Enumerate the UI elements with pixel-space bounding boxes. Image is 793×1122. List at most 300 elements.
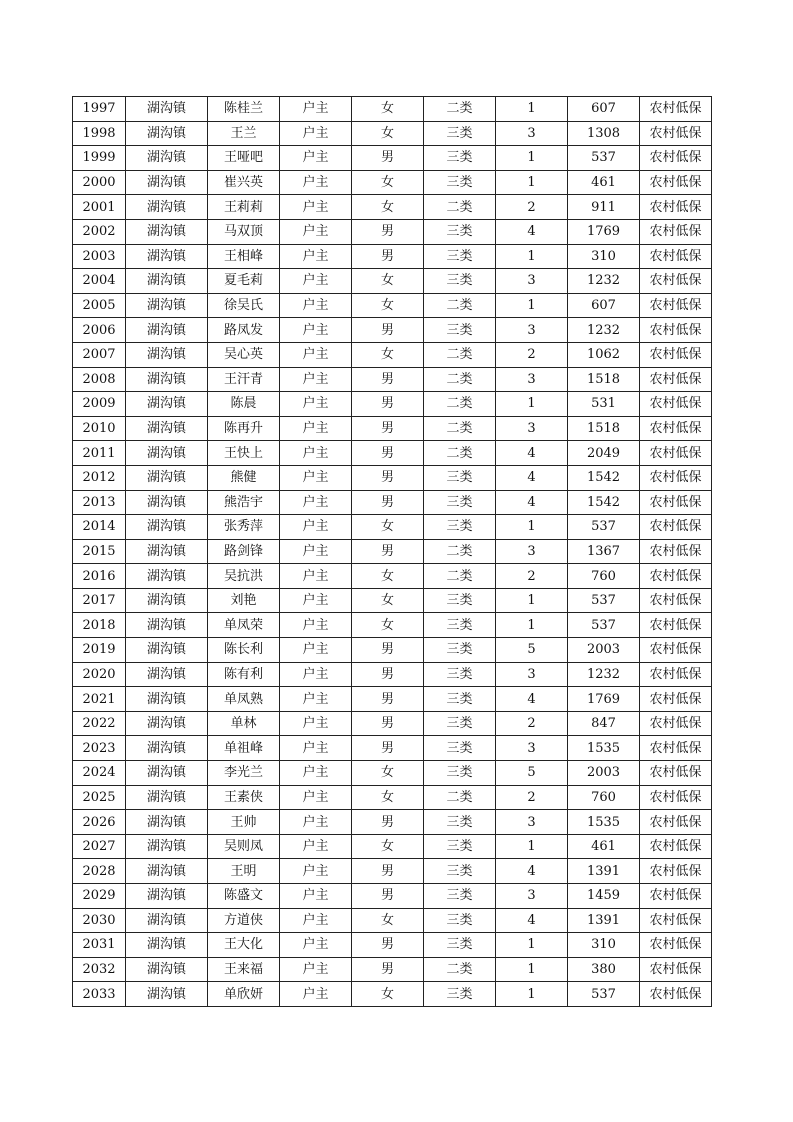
cell-name: 吴抗洪 (208, 564, 280, 589)
cell-household-size: 3 (496, 367, 568, 392)
cell-household-size: 4 (496, 908, 568, 933)
cell-name: 吴则凤 (208, 834, 280, 859)
cell-assistance-type: 农村低保 (640, 687, 712, 712)
cell-relation: 户主 (280, 662, 352, 687)
cell-assistance-type: 农村低保 (640, 318, 712, 343)
cell-category: 三类 (424, 465, 496, 490)
cell-category: 二类 (424, 195, 496, 220)
cell-amount: 2049 (568, 441, 640, 466)
cell-category: 三类 (424, 588, 496, 613)
cell-gender: 男 (352, 416, 424, 441)
table-row (73, 638, 712, 663)
table-row (73, 367, 712, 392)
cell-name: 王明 (208, 859, 280, 884)
cell-row-number: 2027 (73, 834, 126, 859)
cell-assistance-type: 农村低保 (640, 785, 712, 810)
cell-relation: 户主 (280, 441, 352, 466)
cell-row-number: 2000 (73, 170, 126, 195)
cell-category: 二类 (424, 392, 496, 417)
cell-household-size: 3 (496, 269, 568, 294)
cell-town: 湖沟镇 (126, 613, 208, 638)
table-row (73, 613, 712, 638)
cell-town: 湖沟镇 (126, 416, 208, 441)
cell-assistance-type: 农村低保 (640, 490, 712, 515)
cell-gender: 男 (352, 884, 424, 909)
cell-category: 三类 (424, 613, 496, 638)
cell-assistance-type: 农村低保 (640, 588, 712, 613)
cell-category: 二类 (424, 957, 496, 982)
cell-gender: 男 (352, 711, 424, 736)
table-row (73, 564, 712, 589)
cell-amount: 310 (568, 933, 640, 958)
cell-gender: 女 (352, 97, 424, 122)
cell-household-size: 3 (496, 810, 568, 835)
table-row (73, 539, 712, 564)
cell-gender: 男 (352, 392, 424, 417)
cell-household-size: 2 (496, 195, 568, 220)
cell-row-number: 2021 (73, 687, 126, 712)
cell-gender: 男 (352, 859, 424, 884)
cell-name: 单凤熟 (208, 687, 280, 712)
cell-name: 单祖峰 (208, 736, 280, 761)
cell-household-size: 3 (496, 884, 568, 909)
cell-name: 陈有利 (208, 662, 280, 687)
cell-gender: 女 (352, 342, 424, 367)
cell-assistance-type: 农村低保 (640, 170, 712, 195)
table-row (73, 933, 712, 958)
cell-town: 湖沟镇 (126, 121, 208, 146)
table-row (73, 121, 712, 146)
cell-category: 二类 (424, 785, 496, 810)
cell-category: 三类 (424, 711, 496, 736)
cell-row-number: 2017 (73, 588, 126, 613)
cell-name: 马双顶 (208, 219, 280, 244)
cell-assistance-type: 农村低保 (640, 662, 712, 687)
cell-town: 湖沟镇 (126, 490, 208, 515)
cell-relation: 户主 (280, 293, 352, 318)
cell-relation: 户主 (280, 269, 352, 294)
table-row (73, 318, 712, 343)
table-row (73, 785, 712, 810)
cell-amount: 537 (568, 982, 640, 1007)
cell-relation: 户主 (280, 834, 352, 859)
cell-name: 王素侠 (208, 785, 280, 810)
cell-row-number: 2014 (73, 515, 126, 540)
cell-amount: 461 (568, 834, 640, 859)
cell-row-number: 2020 (73, 662, 126, 687)
table-body (73, 97, 712, 1007)
table-row (73, 342, 712, 367)
table-row (73, 490, 712, 515)
cell-assistance-type: 农村低保 (640, 834, 712, 859)
table-row (73, 884, 712, 909)
cell-amount: 537 (568, 515, 640, 540)
cell-town: 湖沟镇 (126, 908, 208, 933)
cell-assistance-type: 农村低保 (640, 515, 712, 540)
cell-amount: 1062 (568, 342, 640, 367)
cell-category: 三类 (424, 810, 496, 835)
cell-household-size: 2 (496, 711, 568, 736)
cell-household-size: 5 (496, 761, 568, 786)
cell-gender: 男 (352, 736, 424, 761)
cell-name: 单凤荣 (208, 613, 280, 638)
cell-row-number: 1997 (73, 97, 126, 122)
cell-town: 湖沟镇 (126, 367, 208, 392)
cell-row-number: 1999 (73, 146, 126, 171)
cell-name: 李光兰 (208, 761, 280, 786)
cell-household-size: 1 (496, 170, 568, 195)
cell-relation: 户主 (280, 785, 352, 810)
cell-household-size: 4 (496, 465, 568, 490)
cell-relation: 户主 (280, 957, 352, 982)
cell-amount: 760 (568, 785, 640, 810)
cell-gender: 男 (352, 933, 424, 958)
cell-relation: 户主 (280, 908, 352, 933)
cell-household-size: 5 (496, 638, 568, 663)
cell-row-number: 2030 (73, 908, 126, 933)
table-row (73, 810, 712, 835)
cell-category: 三类 (424, 834, 496, 859)
cell-assistance-type: 农村低保 (640, 342, 712, 367)
cell-row-number: 2013 (73, 490, 126, 515)
cell-row-number: 2003 (73, 244, 126, 269)
cell-category: 二类 (424, 441, 496, 466)
cell-row-number: 2012 (73, 465, 126, 490)
cell-assistance-type: 农村低保 (640, 711, 712, 736)
cell-name: 路剑锋 (208, 539, 280, 564)
cell-amount: 1518 (568, 367, 640, 392)
cell-gender: 男 (352, 219, 424, 244)
cell-category: 三类 (424, 269, 496, 294)
cell-category: 二类 (424, 293, 496, 318)
cell-name: 王大化 (208, 933, 280, 958)
cell-row-number: 2019 (73, 638, 126, 663)
cell-household-size: 4 (496, 687, 568, 712)
cell-town: 湖沟镇 (126, 810, 208, 835)
cell-name: 王哑吧 (208, 146, 280, 171)
cell-relation: 户主 (280, 687, 352, 712)
cell-household-size: 1 (496, 982, 568, 1007)
cell-relation: 户主 (280, 318, 352, 343)
cell-assistance-type: 农村低保 (640, 269, 712, 294)
cell-household-size: 1 (496, 957, 568, 982)
cell-household-size: 4 (496, 490, 568, 515)
table-row (73, 195, 712, 220)
table-row (73, 146, 712, 171)
cell-assistance-type: 农村低保 (640, 219, 712, 244)
cell-town: 湖沟镇 (126, 318, 208, 343)
cell-household-size: 1 (496, 244, 568, 269)
cell-gender: 男 (352, 957, 424, 982)
cell-gender: 女 (352, 269, 424, 294)
cell-assistance-type: 农村低保 (640, 761, 712, 786)
cell-town: 湖沟镇 (126, 515, 208, 540)
cell-household-size: 3 (496, 416, 568, 441)
table-row (73, 441, 712, 466)
cell-assistance-type: 农村低保 (640, 933, 712, 958)
cell-row-number: 2011 (73, 441, 126, 466)
cell-amount: 1232 (568, 662, 640, 687)
cell-category: 二类 (424, 342, 496, 367)
table-row (73, 761, 712, 786)
cell-town: 湖沟镇 (126, 392, 208, 417)
cell-row-number: 2028 (73, 859, 126, 884)
cell-household-size: 3 (496, 539, 568, 564)
cell-relation: 户主 (280, 416, 352, 441)
cell-relation: 户主 (280, 736, 352, 761)
cell-row-number: 2004 (73, 269, 126, 294)
cell-assistance-type: 农村低保 (640, 884, 712, 909)
cell-row-number: 2031 (73, 933, 126, 958)
cell-household-size: 3 (496, 318, 568, 343)
cell-assistance-type: 农村低保 (640, 293, 712, 318)
cell-town: 湖沟镇 (126, 884, 208, 909)
cell-town: 湖沟镇 (126, 219, 208, 244)
cell-relation: 户主 (280, 97, 352, 122)
table-row (73, 859, 712, 884)
cell-relation: 户主 (280, 146, 352, 171)
cell-household-size: 1 (496, 146, 568, 171)
cell-category: 三类 (424, 761, 496, 786)
cell-category: 三类 (424, 662, 496, 687)
cell-name: 张秀萍 (208, 515, 280, 540)
cell-category: 三类 (424, 908, 496, 933)
cell-town: 湖沟镇 (126, 638, 208, 663)
cell-gender: 女 (352, 121, 424, 146)
cell-category: 三类 (424, 515, 496, 540)
cell-relation: 户主 (280, 711, 352, 736)
cell-category: 三类 (424, 884, 496, 909)
cell-assistance-type: 农村低保 (640, 441, 712, 466)
cell-amount: 911 (568, 195, 640, 220)
cell-gender: 女 (352, 908, 424, 933)
cell-gender: 女 (352, 195, 424, 220)
table-row (73, 982, 712, 1007)
cell-relation: 户主 (280, 564, 352, 589)
cell-gender: 男 (352, 539, 424, 564)
cell-row-number: 2006 (73, 318, 126, 343)
cell-relation: 户主 (280, 638, 352, 663)
table-row (73, 662, 712, 687)
cell-household-size: 3 (496, 121, 568, 146)
cell-amount: 380 (568, 957, 640, 982)
cell-gender: 女 (352, 170, 424, 195)
cell-row-number: 2009 (73, 392, 126, 417)
cell-household-size: 2 (496, 564, 568, 589)
cell-relation: 户主 (280, 761, 352, 786)
cell-name: 熊浩宇 (208, 490, 280, 515)
cell-name: 徐吴氏 (208, 293, 280, 318)
cell-row-number: 2032 (73, 957, 126, 982)
table-row (73, 219, 712, 244)
cell-gender: 男 (352, 662, 424, 687)
table-row (73, 97, 712, 122)
cell-assistance-type: 农村低保 (640, 982, 712, 1007)
cell-town: 湖沟镇 (126, 736, 208, 761)
cell-town: 湖沟镇 (126, 859, 208, 884)
cell-gender: 女 (352, 613, 424, 638)
cell-relation: 户主 (280, 244, 352, 269)
cell-category: 三类 (424, 687, 496, 712)
cell-assistance-type: 农村低保 (640, 465, 712, 490)
cell-relation: 户主 (280, 490, 352, 515)
cell-relation: 户主 (280, 367, 352, 392)
cell-household-size: 3 (496, 736, 568, 761)
cell-gender: 女 (352, 293, 424, 318)
cell-amount: 1542 (568, 490, 640, 515)
cell-town: 湖沟镇 (126, 465, 208, 490)
cell-gender: 男 (352, 490, 424, 515)
cell-town: 湖沟镇 (126, 97, 208, 122)
cell-relation: 户主 (280, 859, 352, 884)
cell-relation: 户主 (280, 219, 352, 244)
cell-row-number: 2016 (73, 564, 126, 589)
table-row (73, 687, 712, 712)
cell-name: 王莉莉 (208, 195, 280, 220)
cell-name: 王帅 (208, 810, 280, 835)
cell-category: 三类 (424, 736, 496, 761)
cell-name: 吴心英 (208, 342, 280, 367)
cell-household-size: 1 (496, 515, 568, 540)
cell-town: 湖沟镇 (126, 170, 208, 195)
cell-town: 湖沟镇 (126, 957, 208, 982)
cell-gender: 女 (352, 785, 424, 810)
table-row (73, 736, 712, 761)
cell-household-size: 1 (496, 933, 568, 958)
cell-relation: 户主 (280, 195, 352, 220)
table-row (73, 269, 712, 294)
cell-town: 湖沟镇 (126, 342, 208, 367)
cell-name: 王汗青 (208, 367, 280, 392)
cell-assistance-type: 农村低保 (640, 416, 712, 441)
cell-amount: 1232 (568, 269, 640, 294)
cell-category: 三类 (424, 933, 496, 958)
cell-gender: 女 (352, 588, 424, 613)
cell-row-number: 2010 (73, 416, 126, 441)
cell-category: 三类 (424, 638, 496, 663)
cell-category: 二类 (424, 539, 496, 564)
table-row (73, 957, 712, 982)
table-row (73, 244, 712, 269)
cell-assistance-type: 农村低保 (640, 859, 712, 884)
cell-amount: 2003 (568, 761, 640, 786)
cell-household-size: 4 (496, 219, 568, 244)
cell-household-size: 1 (496, 293, 568, 318)
cell-name: 陈盛文 (208, 884, 280, 909)
cell-town: 湖沟镇 (126, 293, 208, 318)
cell-assistance-type: 农村低保 (640, 97, 712, 122)
cell-gender: 女 (352, 982, 424, 1007)
cell-town: 湖沟镇 (126, 539, 208, 564)
table-row (73, 515, 712, 540)
cell-gender: 男 (352, 441, 424, 466)
cell-name: 陈桂兰 (208, 97, 280, 122)
cell-row-number: 1998 (73, 121, 126, 146)
cell-amount: 607 (568, 97, 640, 122)
cell-row-number: 2025 (73, 785, 126, 810)
cell-row-number: 2001 (73, 195, 126, 220)
cell-assistance-type: 农村低保 (640, 367, 712, 392)
cell-gender: 男 (352, 318, 424, 343)
cell-category: 二类 (424, 416, 496, 441)
cell-relation: 户主 (280, 392, 352, 417)
cell-town: 湖沟镇 (126, 785, 208, 810)
cell-household-size: 1 (496, 588, 568, 613)
cell-amount: 1391 (568, 908, 640, 933)
table-row (73, 465, 712, 490)
cell-amount: 537 (568, 146, 640, 171)
cell-amount: 1769 (568, 219, 640, 244)
cell-category: 三类 (424, 146, 496, 171)
cell-household-size: 1 (496, 392, 568, 417)
table-row (73, 588, 712, 613)
cell-name: 王兰 (208, 121, 280, 146)
cell-category: 三类 (424, 244, 496, 269)
cell-household-size: 1 (496, 834, 568, 859)
cell-amount: 1535 (568, 736, 640, 761)
cell-amount: 1367 (568, 539, 640, 564)
cell-relation: 户主 (280, 588, 352, 613)
cell-relation: 户主 (280, 342, 352, 367)
cell-assistance-type: 农村低保 (640, 392, 712, 417)
cell-relation: 户主 (280, 539, 352, 564)
table-row (73, 293, 712, 318)
cell-household-size: 1 (496, 613, 568, 638)
cell-town: 湖沟镇 (126, 269, 208, 294)
cell-name: 王来福 (208, 957, 280, 982)
cell-name: 熊健 (208, 465, 280, 490)
data-table (72, 96, 712, 1007)
cell-category: 二类 (424, 564, 496, 589)
cell-town: 湖沟镇 (126, 834, 208, 859)
cell-town: 湖沟镇 (126, 982, 208, 1007)
cell-row-number: 2015 (73, 539, 126, 564)
cell-household-size: 1 (496, 97, 568, 122)
cell-town: 湖沟镇 (126, 711, 208, 736)
cell-name: 崔兴英 (208, 170, 280, 195)
table-row (73, 416, 712, 441)
cell-relation: 户主 (280, 982, 352, 1007)
cell-town: 湖沟镇 (126, 195, 208, 220)
cell-assistance-type: 农村低保 (640, 810, 712, 835)
cell-category: 三类 (424, 121, 496, 146)
cell-household-size: 3 (496, 662, 568, 687)
cell-household-size: 2 (496, 342, 568, 367)
cell-assistance-type: 农村低保 (640, 564, 712, 589)
cell-row-number: 2018 (73, 613, 126, 638)
cell-relation: 户主 (280, 884, 352, 909)
cell-row-number: 2023 (73, 736, 126, 761)
cell-gender: 男 (352, 810, 424, 835)
cell-amount: 1391 (568, 859, 640, 884)
cell-gender: 男 (352, 244, 424, 269)
cell-town: 湖沟镇 (126, 687, 208, 712)
cell-name: 单林 (208, 711, 280, 736)
cell-amount: 537 (568, 588, 640, 613)
cell-amount: 1232 (568, 318, 640, 343)
cell-row-number: 2024 (73, 761, 126, 786)
cell-household-size: 4 (496, 441, 568, 466)
cell-assistance-type: 农村低保 (640, 244, 712, 269)
cell-amount: 607 (568, 293, 640, 318)
cell-amount: 537 (568, 613, 640, 638)
cell-relation: 户主 (280, 515, 352, 540)
cell-name: 单欣妍 (208, 982, 280, 1007)
cell-relation: 户主 (280, 465, 352, 490)
cell-assistance-type: 农村低保 (640, 908, 712, 933)
cell-gender: 男 (352, 638, 424, 663)
cell-name: 陈晨 (208, 392, 280, 417)
